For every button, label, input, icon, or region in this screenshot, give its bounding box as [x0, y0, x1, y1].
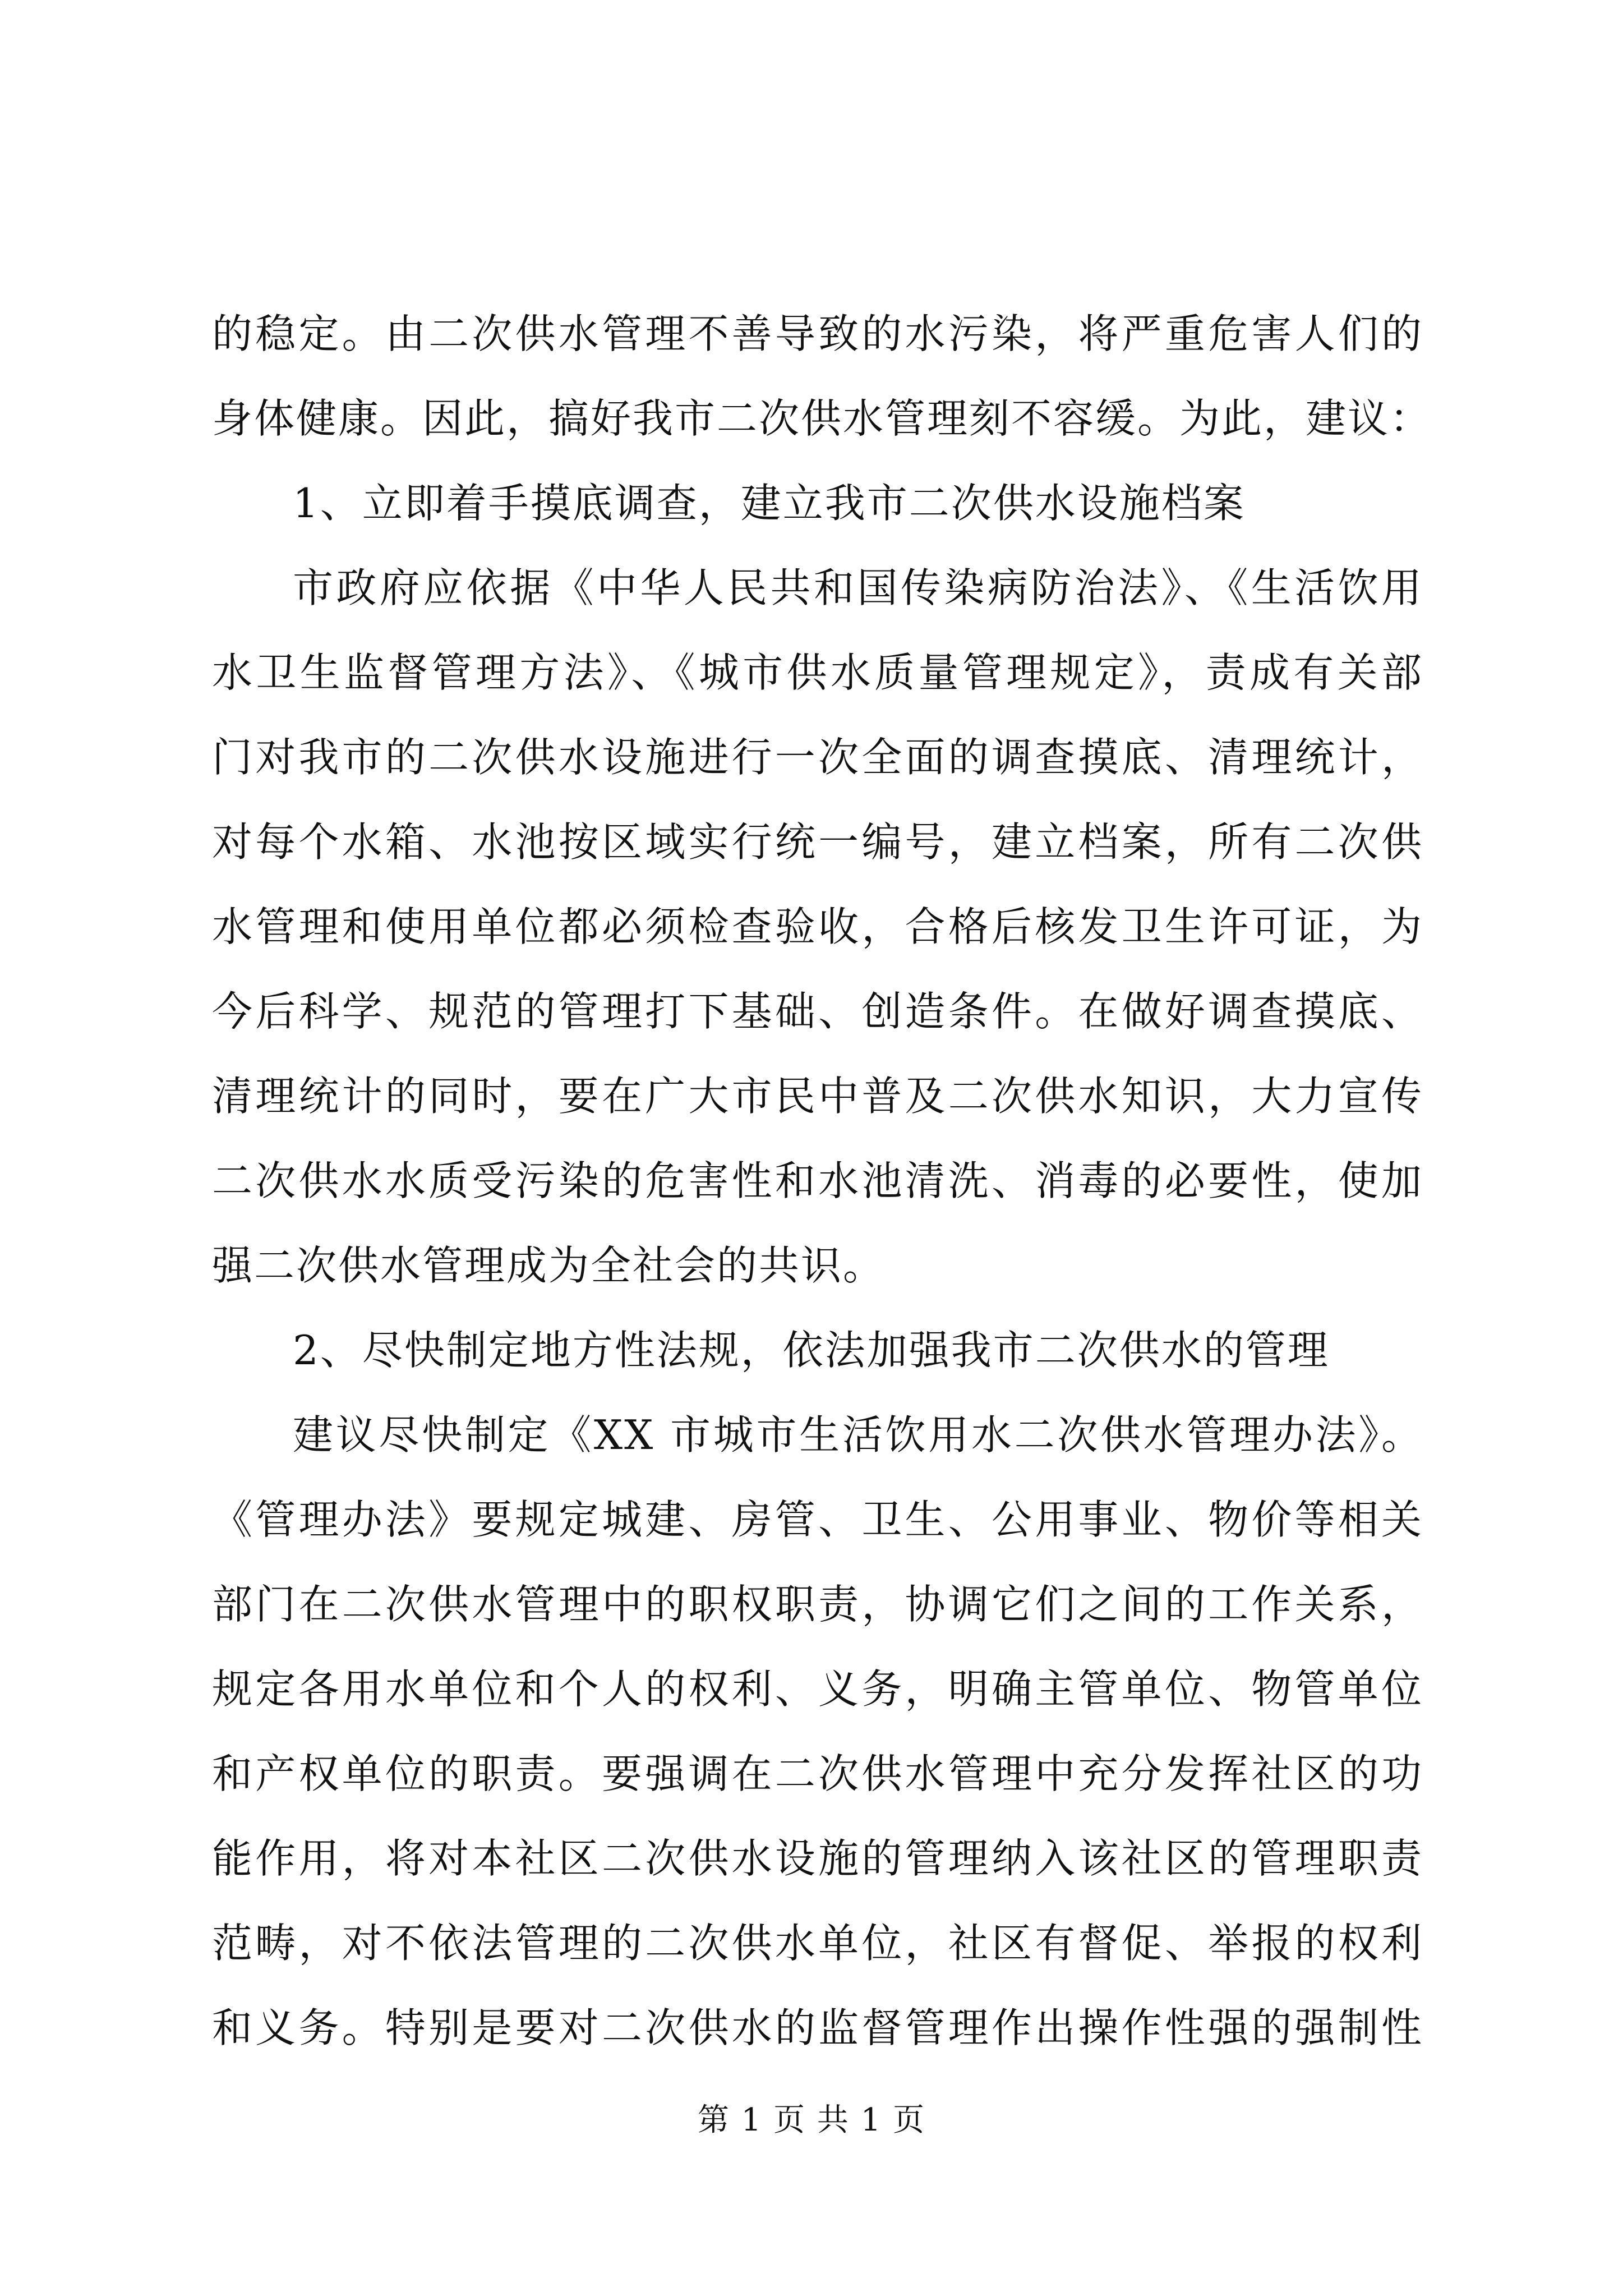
text-line: 水卫生监督管理方法》、《城市供水质量管理规定》，责成有关部 [212, 649, 1423, 696]
text-line: 《管理办法》要规定城建、房管、卫生、公用事业、物价等相关 [212, 1496, 1423, 1543]
document-body [212, 292, 1432, 2070]
text-line: 强二次供水管理成为全社会的共识。 [212, 1242, 886, 1289]
text-line: 建议尽快制定《XX 市城市生活饮用水二次供水管理办法》。 [293, 1411, 1423, 1458]
text-line: 门对我市的二次供水设施进行一次全面的调查摸底、清理统计， [212, 734, 1423, 781]
text-line: 部门在二次供水管理中的职权职责，协调它们之间的工作关系， [212, 1581, 1423, 1628]
text-line: 今后科学、规范的管理打下基础、创造条件。在做好调查摸底、 [212, 988, 1423, 1035]
section-heading: 1、立即着手摸底调查，建立我市二次供水设施档案 [293, 480, 1246, 527]
text-line: 市政府应依据《中华人民共和国传染病防治法》、《生活饮用 [293, 564, 1423, 611]
text-line: 规定各用水单位和个人的权利、义务，明确主管单位、物管单位 [212, 1665, 1423, 1713]
section-heading: 2、尽快制定地方性法规，依法加强我市二次供水的管理 [293, 1327, 1330, 1374]
page-footer: 第 1 页 共 1 页 [697, 2102, 926, 2138]
text-line: 能作用，将对本社区二次供水设施的管理纳入该社区的管理职责 [212, 1835, 1423, 1882]
text-line: 和义务。特别是要对二次供水的监督管理作出操作性强的强制性 [212, 2004, 1423, 2051]
text-line: 身体健康。因此，搞好我市二次供水管理刻不容缓。为此，建议： [212, 395, 1432, 442]
text-line: 范畴，对不依法管理的二次供水单位，社区有督促、举报的权利 [212, 1920, 1423, 1967]
text-line: 对每个水箱、水池按区域实行统一编号，建立档案，所有二次供 [212, 818, 1423, 866]
text-line: 水管理和使用单位都必须检查验收，合格后核发卫生许可证，为 [212, 903, 1423, 950]
text-line: 和产权单位的职责。要强调在二次供水管理中充分发挥社区的功 [212, 1750, 1423, 1797]
text-line: 二次供水水质受污染的危害性和水池清洗、消毒的必要性，使加 [212, 1157, 1423, 1204]
text-line: 的稳定。由二次供水管理不善导致的水污染，将严重危害人们的 [212, 310, 1423, 357]
text-line: 清理统计的同时，要在广大市民中普及二次供水知识，大力宣传 [212, 1073, 1423, 1120]
